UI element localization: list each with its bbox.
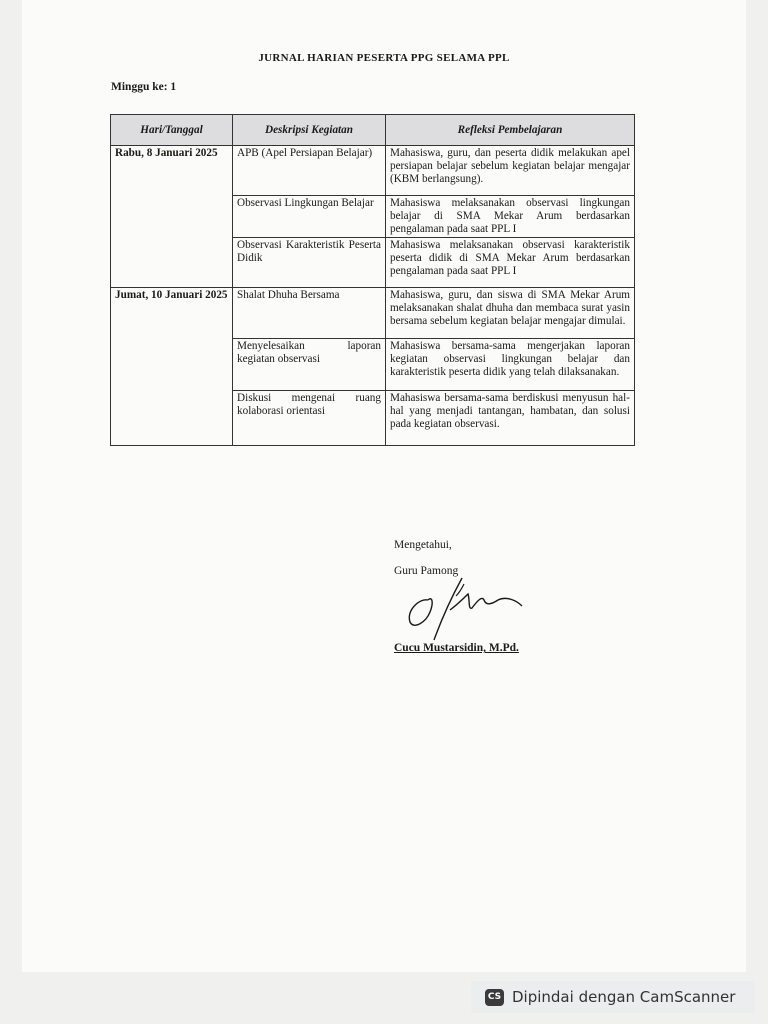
activity-description: Observasi Lingkungan Belajar <box>233 196 386 238</box>
activity-reflection: Mahasiswa, guru, dan peserta didik melakukan apel persiapan belajar sebelum kegiatan belajar mengajar (KBM berlangsung). <box>386 146 635 196</box>
journal-table <box>110 114 635 446</box>
signer-name: Cucu Mustarsidin, M.Pd. <box>394 642 519 654</box>
camscanner-label: Dipindai dengan CamScanner <box>512 988 736 1006</box>
activity-reflection: Mahasiswa melaksanakan observasi karakteristik peserta didik di SMA Mekar Arum berdasarkan pengalaman pada saat PPL I <box>386 238 635 288</box>
activity-reflection: Mahasiswa, guru, dan siswa di SMA Mekar Arum melaksanakan shalat dhuha dan membaca surat yasin bersama sebelum kegiatan belajar mengajar dimulai. <box>386 288 635 339</box>
activity-description: Observasi Karakteristik Peserta Didik <box>233 238 386 288</box>
activity-reflection: Mahasiswa bersama-sama berdiskusi menyusun hal-hal yang menjadi tantangan, hambatan, dan solusi pada kegiatan observasi. <box>386 391 635 446</box>
activity-reflection: Mahasiswa bersama-sama mengerjakan laporan kegiatan observasi lingkungan belajar dan karakteristik peserta didik yang telah dilaksanakan. <box>386 339 635 391</box>
activity-description: Shalat Dhuha Bersama <box>233 288 386 339</box>
camscanner-watermark <box>471 981 755 1013</box>
table-row <box>111 146 635 196</box>
table-row <box>111 288 635 339</box>
header-description: Deskripsi Kegiatan <box>233 115 386 146</box>
date-cell: Jumat, 10 Januari 2025 <box>111 288 233 446</box>
week-label: Minggu ke: 1 <box>111 81 177 93</box>
camscanner-icon: CS <box>485 989 504 1006</box>
table-header-row <box>111 115 635 146</box>
handwritten-signature <box>398 570 528 645</box>
header-reflection: Refleksi Pembelajaran <box>386 115 635 146</box>
activity-description: Diskusi mengenai ruang kolaborasi orientasi <box>233 391 386 446</box>
activity-description: APB (Apel Persiapan Belajar) <box>233 146 386 196</box>
document-title: JURNAL HARIAN PESERTA PPG SELAMA PPL <box>258 52 510 64</box>
activity-reflection: Mahasiswa melaksanakan observasi lingkungan belajar di SMA Mekar Arum berdasarkan pengalaman pada saat PPL I <box>386 196 635 238</box>
date-cell: Rabu, 8 Januari 2025 <box>111 146 233 288</box>
acknowledgement-label: Mengetahui, <box>394 539 452 551</box>
signer-role: Guru Pamong <box>394 565 459 577</box>
header-date: Hari/Tanggal <box>111 115 233 146</box>
activity-description: Menyelesaikan laporan kegiatan observasi <box>233 339 386 391</box>
